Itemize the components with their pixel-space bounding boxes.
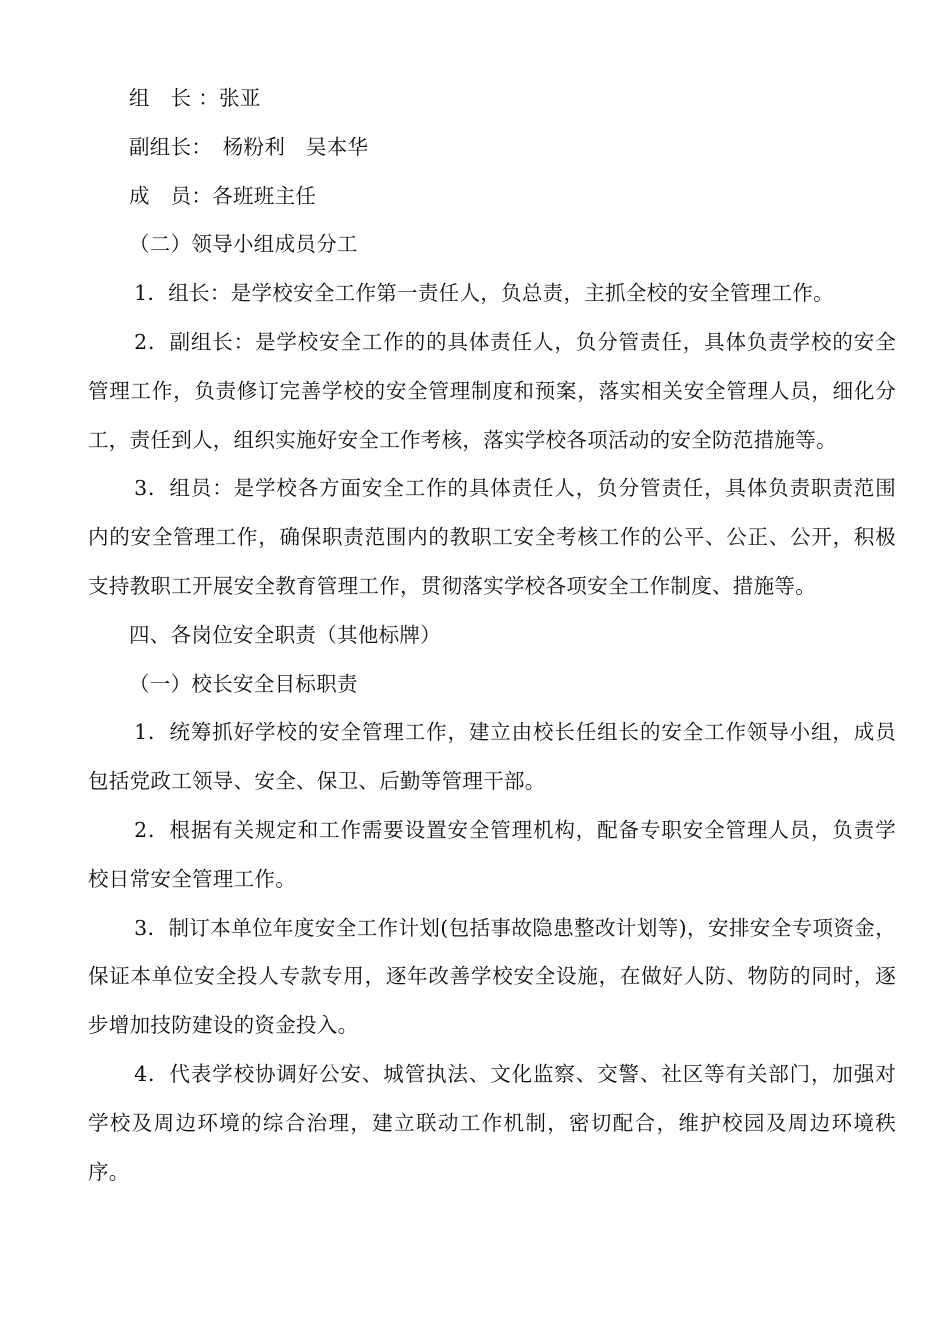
paragraph-principal-item-1: 1．统筹抓好学校的安全管理工作，建立由校长任组长的安全工作领导小组，成员包括党政工领导、安全、保卫、后勤等管理干部。 <box>88 720 896 794</box>
paragraph-group-leader: 组 长 ：张亚 <box>129 86 261 110</box>
document-body <box>88 74 896 1196</box>
paragraph-item-2-deputy: 2．副组长：是学校安全工作的的具体责任人，负分管责任，具体负责学校的安全管理工作，负责修订完善学校的安全管理制度和预案，落实相关安全管理人员，细化分工，责任到人，组织实施好安全工作考核，落实学校各项活动的安全防范措施等。 <box>88 329 896 452</box>
section-heading-post-responsibilities: 四、各岗位安全职责（其他标牌） <box>129 622 441 647</box>
section-heading-division-of-duties: （二）领导小组成员分工 <box>129 232 358 257</box>
paragraph-principal-item-4: 4．代表学校协调好公安、城管执法、文化监察、交警、社区等有关部门，加强对学校及周边环境的综合治理，建立联动工作机制，密切配合，维护校园及周边环境秩序。 <box>88 1061 896 1184</box>
paragraph-item-1-leader: 1．组长：是学校安全工作第一责任人，负总责，主抓全校的安全管理工作。 <box>134 281 834 306</box>
paragraph-principal-item-2: 2．根据有关规定和工作需要设置安全管理机构，配备专职安全管理人员，负责学校日常安全管理工作。 <box>88 817 896 891</box>
paragraph-principal-item-3: 3．制订本单位年度安全工作计划(包括事故隐患整改计划等)，安排安全专项资金，保证本单位安全投人专款专用，逐年改善学校安全设施，在做好人防、物防的同时，逐步增加技防建设的资金投入。 <box>88 915 896 1038</box>
section-heading-principal-duties: （一）校长安全目标职责 <box>129 671 358 696</box>
paragraph-item-3-members: 3．组员：是学校各方面安全工作的具体责任人，负分管责任，具体负责职责范围内的安全管理工作，确保职责范围内的教职工安全考核工作的公平、公正、公开，积极支持教职工开展安全教育管理工作，贯彻落实学校各项安全工作制度、措施等。 <box>88 476 896 598</box>
paragraph-deputy-leaders: 副组长： 杨粉利 吴本华 <box>129 134 369 159</box>
paragraph-members: 成 员：各班班主任 <box>129 183 317 208</box>
